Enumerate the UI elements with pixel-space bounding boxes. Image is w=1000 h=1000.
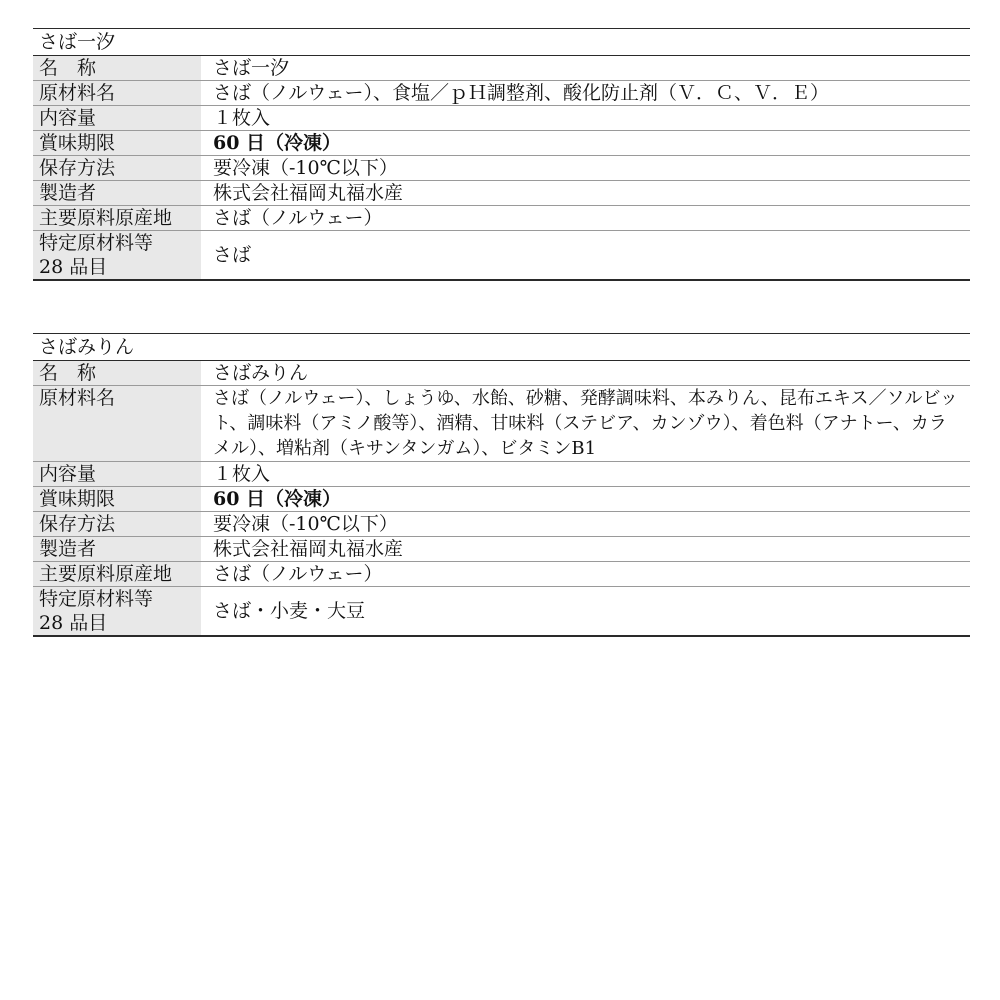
- row-label-storage: 保存方法: [33, 512, 201, 537]
- row-label-allergens: [33, 587, 201, 636]
- table-row: [33, 361, 970, 386]
- row-label-content: 内容量: [33, 462, 201, 487]
- row-value-storage: 要冷凍（-10℃以下）: [201, 156, 970, 181]
- row-label-best-before: 賞味期限: [33, 487, 201, 512]
- table-row: [33, 487, 970, 512]
- row-value-best-before: 60 日（冷凍）: [201, 487, 970, 512]
- row-value-name: さば一汐: [201, 56, 970, 81]
- row-label-ingredients: 原材料名: [33, 386, 201, 462]
- table-row: [33, 206, 970, 231]
- row-value-best-before: 60 日（冷凍）: [201, 131, 970, 156]
- allergen-label-line-1: 特定原材料等: [39, 588, 154, 610]
- table-row: [33, 537, 970, 562]
- allergen-label-line-2: 28 品目: [39, 612, 108, 634]
- row-label-origin: 主要原料原産地: [33, 206, 201, 231]
- product-label-table-saba-hitoshio: [33, 28, 970, 281]
- row-value-content: １枚入: [201, 462, 970, 487]
- row-label-maker: 製造者: [33, 537, 201, 562]
- product-title: さばみりん: [33, 334, 970, 361]
- table-row: [33, 56, 970, 81]
- product-title: さば一汐: [33, 29, 970, 56]
- table-row: [33, 386, 970, 462]
- row-value-content: １枚入: [201, 106, 970, 131]
- table-row: [33, 81, 970, 106]
- allergen-label-line-1: 特定原材料等: [39, 232, 154, 254]
- row-value-ingredients: さば（ノルウェー）、しょうゆ、水飴、砂糖、発酵調味料、本みりん、昆布エキス／ソルビット、調味料（アミノ酸等）、酒精、甘味料（ステビア、カンゾウ）、着色料（アナトー、カラメル）、増粘剤（キサンタンガム）、ビタミンB1: [201, 386, 970, 462]
- product-label-table-saba-mirin: [33, 333, 970, 637]
- row-value-allergens: さば・小麦・大豆: [213, 600, 366, 622]
- label-table: [33, 56, 970, 279]
- row-label-ingredients: 原材料名: [33, 81, 201, 106]
- row-label-name: 名 称: [33, 361, 201, 386]
- table-row: [33, 231, 970, 280]
- allergen-label-line-2: 28 品目: [39, 256, 108, 278]
- row-value-ingredients: さば（ノルウェー）、食塩／ｐＨ調整剤、酸化防止剤（Ｖ．Ｃ、Ｖ．Ｅ）: [201, 81, 970, 106]
- row-value-maker: 株式会社福岡丸福水産: [201, 181, 970, 206]
- table-row: [33, 512, 970, 537]
- row-label-maker: 製造者: [33, 181, 201, 206]
- table-row: [33, 181, 970, 206]
- row-label-origin: 主要原料原産地: [33, 562, 201, 587]
- row-value-storage: 要冷凍（-10℃以下）: [201, 512, 970, 537]
- row-label-allergens: [33, 231, 201, 280]
- row-value-allergens: さば: [213, 244, 252, 266]
- row-value-name: さばみりん: [201, 361, 970, 386]
- table-row: [33, 562, 970, 587]
- table-row: [33, 587, 970, 636]
- row-label-content: 内容量: [33, 106, 201, 131]
- table-row: [33, 462, 970, 487]
- row-label-best-before: 賞味期限: [33, 131, 201, 156]
- row-value-maker: 株式会社福岡丸福水産: [201, 537, 970, 562]
- table-row: [33, 156, 970, 181]
- row-value-origin: さば（ノルウェー）: [201, 562, 970, 587]
- table-row: [33, 131, 970, 156]
- row-value-origin: さば（ノルウェー）: [201, 206, 970, 231]
- row-label-name: 名 称: [33, 56, 201, 81]
- row-label-storage: 保存方法: [33, 156, 201, 181]
- label-table: [33, 361, 970, 635]
- table-row: [33, 106, 970, 131]
